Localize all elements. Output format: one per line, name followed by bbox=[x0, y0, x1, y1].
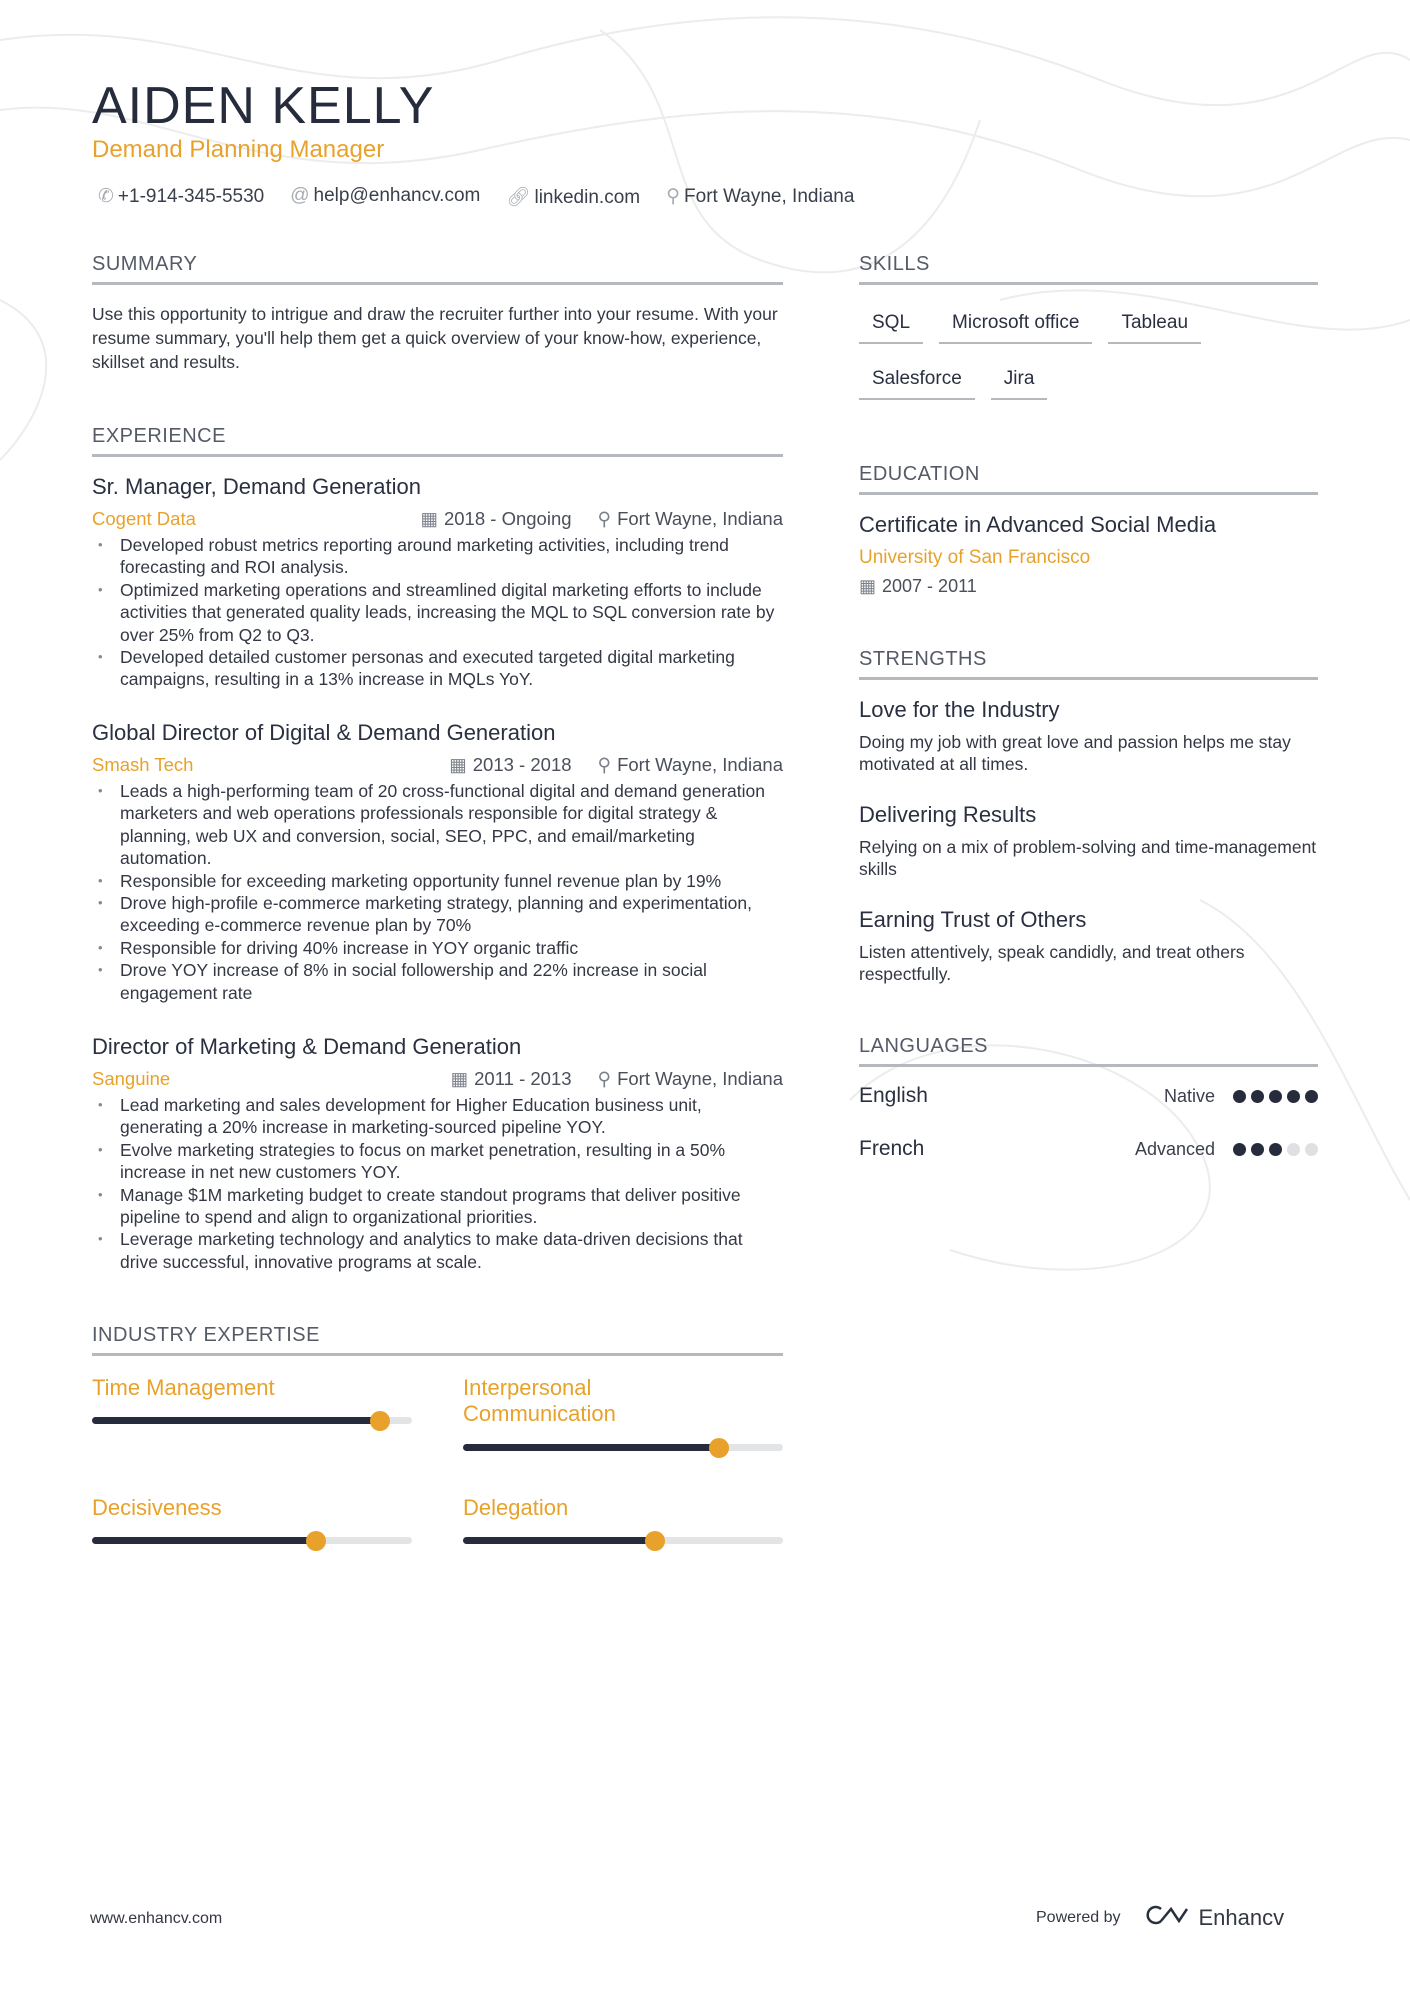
job-title: Director of Marketing & Demand Generation bbox=[92, 1034, 522, 1059]
job-bullets bbox=[92, 780, 783, 1004]
candidate-title: Demand Planning Manager bbox=[92, 136, 385, 163]
education-heading: EDUCATION bbox=[859, 463, 1318, 495]
job-meta bbox=[451, 1068, 783, 1090]
job-location: Fort Wayne, Indiana bbox=[617, 1068, 783, 1089]
strength-desc: Relying on a mix of problem-solving and time-management skills bbox=[859, 837, 1317, 879]
enhancv-logo-icon bbox=[1143, 1903, 1189, 1932]
job-dates: 2011 - 2013 bbox=[474, 1068, 572, 1089]
job-location: Fort Wayne, Indiana bbox=[617, 754, 783, 775]
job-title: Global Director of Digital & Demand Generation bbox=[92, 720, 556, 745]
strength-item bbox=[859, 907, 1318, 985]
level-dot bbox=[1287, 1090, 1300, 1103]
bar-knob bbox=[709, 1438, 729, 1458]
powered-by[interactable] bbox=[1036, 1903, 1284, 1932]
level-dot bbox=[1269, 1090, 1282, 1103]
expertise-label: Interpersonal Communication bbox=[463, 1375, 616, 1426]
strength-item bbox=[859, 697, 1318, 775]
bullet: • Responsible for exceeding marketing opportunity funnel revenue plan by 19% bbox=[92, 870, 783, 892]
dates-text: 2007 - 2011 bbox=[882, 576, 977, 596]
skills-heading: SKILLS bbox=[859, 253, 1318, 285]
calendar-icon: ▦ bbox=[420, 508, 438, 529]
language-level: Advanced bbox=[1134, 1138, 1215, 1159]
job-meta bbox=[421, 508, 784, 530]
pin-icon: ⚲ bbox=[597, 754, 612, 775]
job-dates: 2013 - 2018 bbox=[472, 754, 572, 775]
bullet: • Evolve marketing strategies to focus on market penetration, resulting in a 50% increase in net new customers YOY. bbox=[92, 1139, 783, 1184]
job-title: Sr. Manager, Demand Generation bbox=[92, 474, 421, 499]
brand-name: Enhancv bbox=[1198, 1904, 1285, 1930]
skill-tag: Tableau bbox=[1108, 306, 1201, 344]
skill-tag: SQL bbox=[859, 306, 923, 344]
bullet: • Drove high-profile e-commerce marketing strategy, planning and experimentation, exceeding e-commerce revenue plan by 70% bbox=[92, 892, 783, 937]
calendar-icon: ▦ bbox=[859, 576, 877, 596]
level-dot bbox=[1269, 1143, 1282, 1156]
summary-text: Use this opportunity to intrigue and draw the recruiter further into your resume. With your resume summary, you'll help them get a quick overview of your know-how, experience, skillset and results. bbox=[92, 304, 778, 372]
job-1 bbox=[92, 474, 783, 691]
expertise-bar bbox=[463, 1444, 783, 1451]
bar-fill bbox=[92, 1537, 316, 1544]
strengths-heading: STRENGTHS bbox=[859, 648, 1318, 680]
expertise-label: Delegation bbox=[463, 1495, 569, 1520]
skill-tag: Microsoft office bbox=[939, 306, 1092, 344]
level-dot bbox=[1305, 1143, 1318, 1156]
pin-icon: ⚲ bbox=[597, 508, 612, 529]
level-dots bbox=[1233, 1090, 1318, 1103]
strength-title: Delivering Results bbox=[859, 802, 1037, 827]
expertise-heading: INDUSTRY EXPERTISE bbox=[92, 1324, 783, 1356]
skills-list bbox=[859, 306, 1318, 400]
calendar-icon: ▦ bbox=[450, 1068, 469, 1089]
bar-knob bbox=[306, 1531, 326, 1551]
job-location: Fort Wayne, Indiana bbox=[617, 508, 783, 529]
website-link[interactable]: www.enhancv.com bbox=[90, 1910, 223, 1927]
experience-heading: EXPERIENCE bbox=[92, 425, 783, 457]
location bbox=[666, 185, 854, 209]
bullet: • Leverage marketing technology and analytics to make data-driven decisions that drive successful, innovative programs at scale. bbox=[92, 1228, 783, 1273]
bullet: • Manage $1M marketing budget to create standout programs that deliver positive pipeline to spend and align to organizational priorities. bbox=[92, 1184, 783, 1229]
email[interactable] bbox=[290, 185, 480, 209]
level-dots bbox=[1233, 1143, 1318, 1156]
linkedin-text: linkedin.com bbox=[534, 187, 641, 208]
location-text: Fort Wayne, Indiana bbox=[684, 186, 855, 207]
expertise-bar bbox=[463, 1537, 783, 1544]
languages-heading: LANGUAGES bbox=[859, 1035, 1318, 1067]
email-text: help@enhancv.com bbox=[313, 185, 481, 206]
language-name: English bbox=[859, 1084, 928, 1107]
bar-fill bbox=[463, 1444, 719, 1451]
contact-bar bbox=[98, 185, 854, 209]
at-icon: @ bbox=[290, 185, 310, 206]
phone[interactable] bbox=[98, 185, 264, 209]
bullet: • Drove YOY increase of 8% in social followership and 22% increase in social engagement rate bbox=[92, 959, 783, 1004]
skill-tag: Salesforce bbox=[859, 362, 975, 400]
level-dot bbox=[1233, 1090, 1246, 1103]
job-2 bbox=[92, 720, 783, 1004]
strength-desc: Doing my job with great love and passion helps me stay motivated at all times. bbox=[859, 732, 1291, 774]
bar-knob bbox=[370, 1411, 390, 1431]
powered-label: Powered by bbox=[1036, 1908, 1121, 1926]
pin-icon: ⚲ bbox=[666, 186, 681, 207]
skill-tag: Jira bbox=[991, 362, 1048, 400]
expertise-bar bbox=[92, 1417, 412, 1424]
language-row bbox=[859, 1084, 1318, 1108]
level-dot bbox=[1233, 1143, 1246, 1156]
phone-text: +1-914-345-5530 bbox=[117, 186, 265, 207]
language-level: Native bbox=[1163, 1085, 1215, 1106]
pin-icon: ⚲ bbox=[597, 1068, 612, 1089]
language-row bbox=[859, 1137, 1318, 1161]
bullet: • Developed robust metrics reporting around marketing activities, including trend forecasting and ROI analysis. bbox=[92, 534, 783, 579]
job-bullets bbox=[92, 534, 783, 691]
link-icon: 🔗︎ bbox=[506, 187, 531, 208]
company-name: Smash Tech bbox=[92, 754, 194, 775]
bar-knob bbox=[645, 1531, 665, 1551]
candidate-name: AIDEN KELLY bbox=[92, 77, 435, 135]
strength-title: Love for the Industry bbox=[859, 697, 1060, 722]
strength-item bbox=[859, 802, 1318, 880]
level-dot bbox=[1251, 1143, 1264, 1156]
job-3 bbox=[92, 1034, 783, 1273]
job-dates: 2018 - Ongoing bbox=[443, 508, 572, 529]
bullet: • Lead marketing and sales development for Higher Education business unit, generating a 20% increase in marketing-sourced pipeline YOY. bbox=[92, 1094, 783, 1139]
expertise-bar bbox=[92, 1537, 412, 1544]
job-bullets bbox=[92, 1094, 783, 1273]
degree: Certificate in Advanced Social Media bbox=[859, 512, 1217, 537]
bullet: • Leads a high-performing team of 20 cross-functional digital and demand generation marketers and web operations professionals responsible for digital strategy & planning, web UX and conversion, social, SEO, PPC, and email/marketing automation. bbox=[92, 780, 783, 870]
level-dot bbox=[1287, 1143, 1300, 1156]
bullet: • Optimized marketing operations and streamlined digital marketing efforts to include activities that generated quality leads, increasing the MQL to SQL conversion rate by over 25% from Q2 to Q3. bbox=[92, 579, 783, 646]
linkedin[interactable] bbox=[506, 185, 640, 209]
education-dates bbox=[859, 576, 1318, 597]
bar-fill bbox=[463, 1537, 655, 1544]
phone-icon: ✆ bbox=[98, 186, 114, 207]
language-name: French bbox=[859, 1137, 925, 1160]
strength-title: Earning Trust of Others bbox=[859, 907, 1087, 932]
level-dot bbox=[1251, 1090, 1264, 1103]
expertise-label: Time Management bbox=[92, 1375, 275, 1400]
summary-heading: SUMMARY bbox=[92, 253, 783, 285]
job-meta bbox=[449, 754, 783, 776]
strength-desc: Listen attentively, speak candidly, and treat others respectfully. bbox=[859, 942, 1245, 984]
bullet: • Developed detailed customer personas and executed targeted digital marketing campaigns, resulting in a 13% increase in MQLs YoY. bbox=[92, 646, 783, 691]
bar-fill bbox=[92, 1417, 380, 1424]
school: University of San Francisco bbox=[859, 547, 1091, 568]
company-name: Sanguine bbox=[92, 1068, 171, 1089]
bullet: • Responsible for driving 40% increase in YOY organic traffic bbox=[92, 937, 783, 959]
level-dot bbox=[1305, 1090, 1318, 1103]
expertise-label: Decisiveness bbox=[92, 1495, 222, 1520]
company-name: Cogent Data bbox=[92, 508, 196, 529]
calendar-icon: ▦ bbox=[449, 754, 467, 775]
